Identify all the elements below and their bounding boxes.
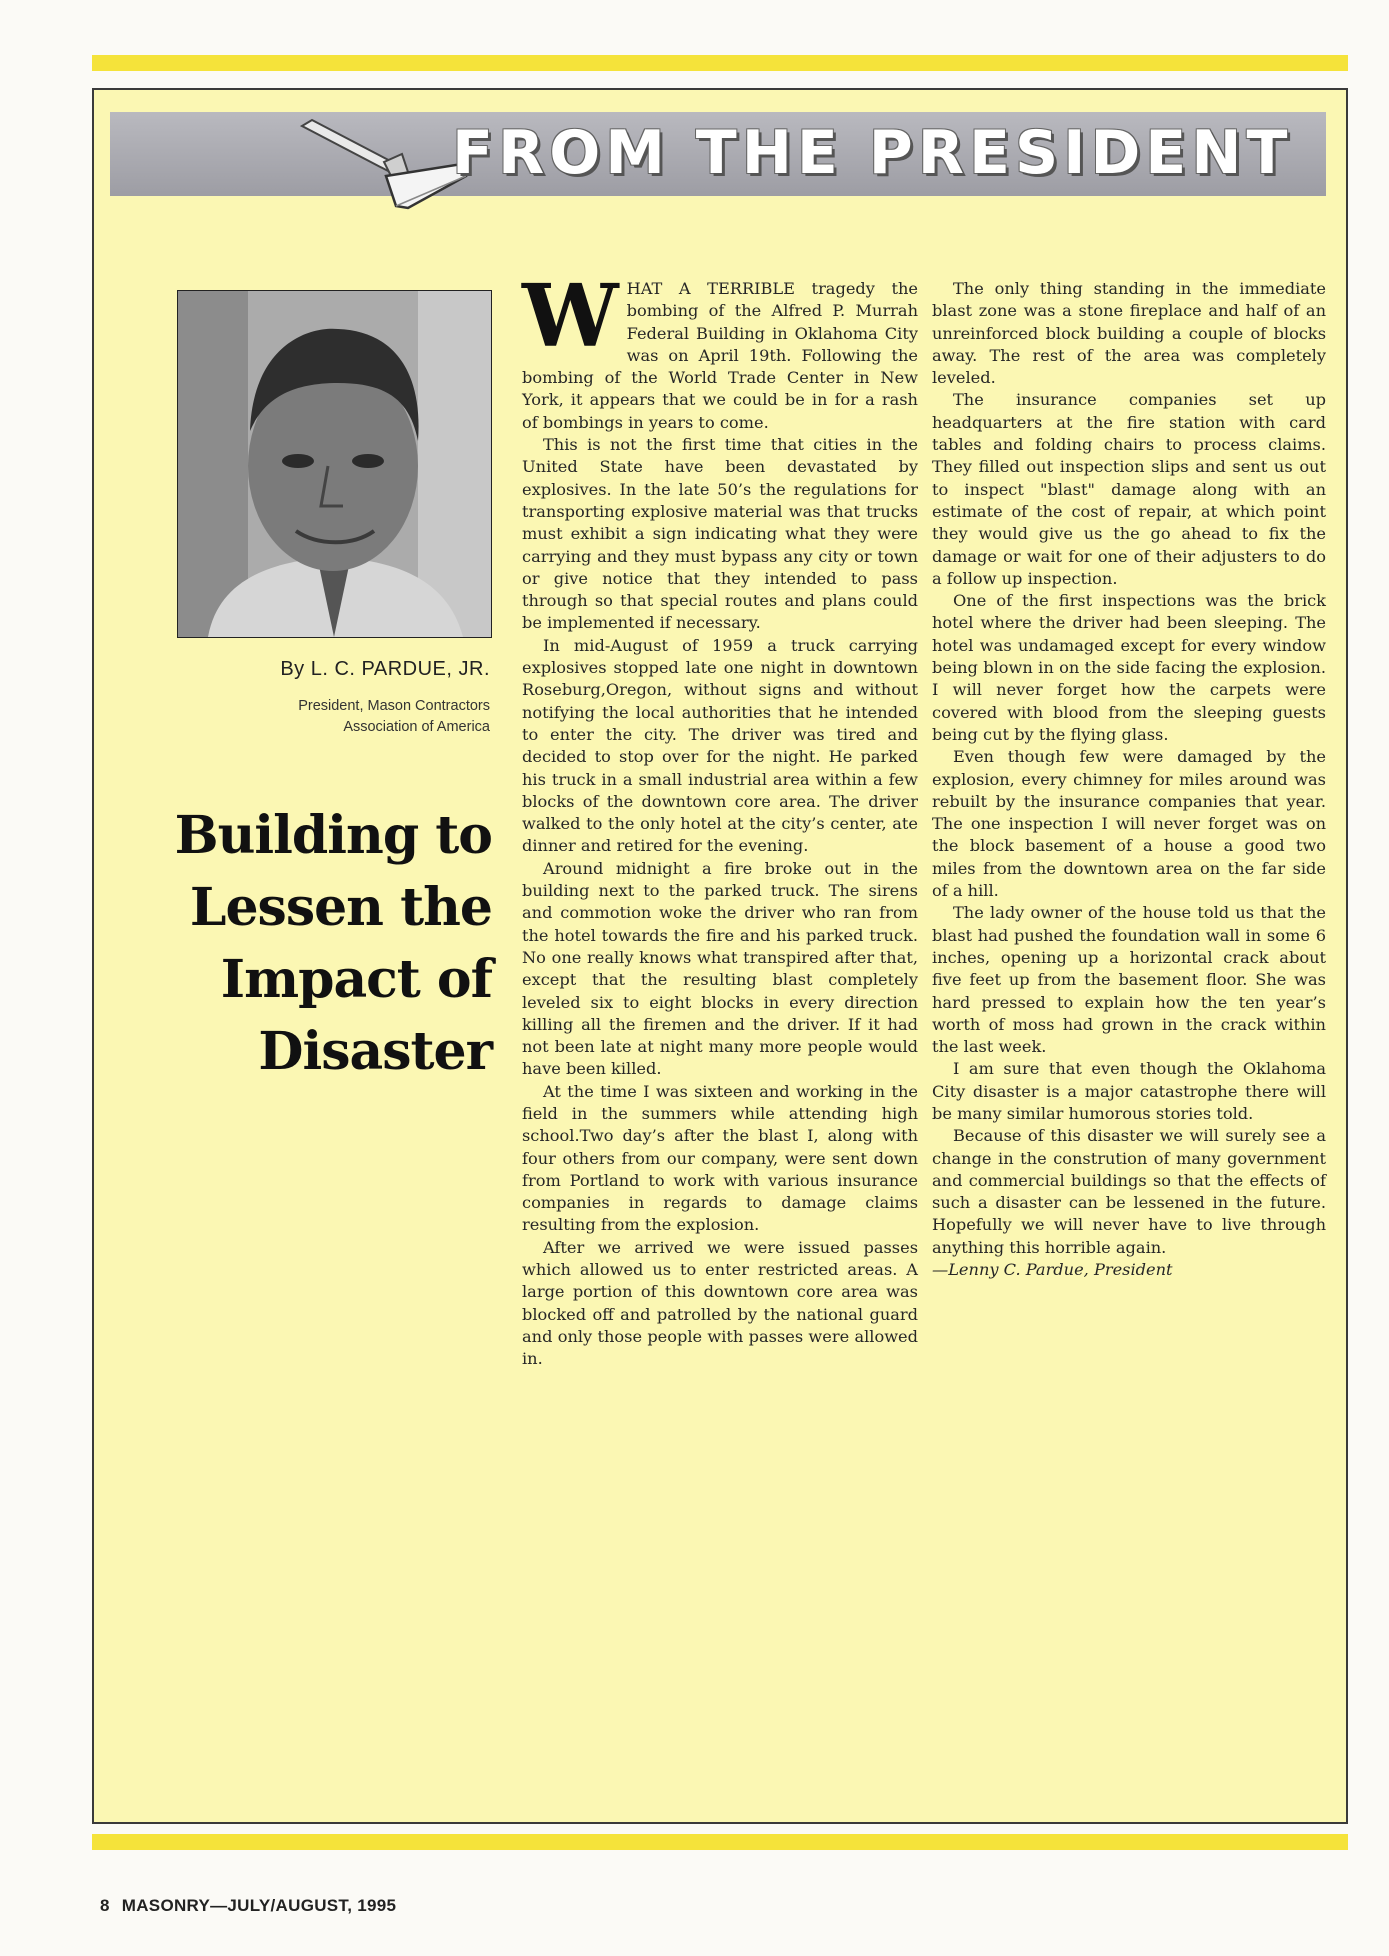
headline-line: Disaster	[258, 1021, 492, 1082]
headline-line: Lessen the	[189, 877, 492, 938]
headline-line: Building to	[174, 805, 492, 866]
author-affiliation	[120, 696, 490, 738]
section-title: FROM THE PRESIDENT	[452, 118, 1293, 188]
article-paragraph: This is not the first time that cities in the United State have been devastated by explosives. In the late 50’s the regulations for transporting explosive material was that trucks must exhibit a sign indicating what they were carrying and they must bypass any city or town or give notice that they intended to pass through so that special routes and plans could be implemented if necessary.	[522, 435, 918, 633]
article-paragraph: The lady owner of the house told us that the blast had pushed the foundation wall in some 6 inches, opening up a horizontal crack about five feet up from the basement floor. She was hard pressed to explain how the ten year’s worth of moss had grown in the crack within the last week.	[932, 903, 1326, 1057]
article-paragraph: One of the first inspections was the brick hotel where the driver had been sleeping. The hotel was undamaged except for every window being blown in on the side facing the explosion. I will never forget how the carpets were covered with blood from the sleeping guests being cut by the flying glass.	[932, 591, 1326, 744]
trowel-icon	[300, 118, 470, 213]
article-paragraph: At the time I was sixteen and working in the field in the summers while attending high school.Two day’s after the blast I, along with four others from our company, were sent down from Portland to work with various insurance companies in regards to damage claims resulting from the explosion.	[522, 1081, 918, 1235]
top-accent-bar	[92, 55, 1348, 71]
article-paragraph: Because of this disaster we will surely see a change in the constrution of many government and commercial buildings so that the effects of such a disaster can be lessened in the future. Hopefully we will never have to live through anything this horrible again.	[932, 1126, 1326, 1257]
headline-line: Impact of	[220, 949, 492, 1010]
issue-line: MASONRY—JULY/AUGUST, 1995	[121, 1896, 397, 1915]
article-paragraph: The only thing standing in the immediate blast zone was a stone fireplace and half of an unreinforced block building a couple of blocks away. The rest of the area was completely leveled.	[932, 279, 1326, 388]
article-paragraph: Around midnight a fire broke out in the building next to the parked truck. The sirens and commotion woke the driver who ran from the hotel towards the fire and his parked truck. No one really knows what transpired after that, except that the resulting blast completely leveled six to eight blocks in every direction killing all the firemen and the driver. If it had not been late at night many more people would have been killed.	[522, 858, 918, 1079]
article-column-2	[932, 278, 1326, 1281]
page-number: 8	[100, 1896, 110, 1915]
article-column-1	[522, 266, 918, 1371]
article-paragraph: I am sure that even though the Oklahoma City disaster is a major catastrophe there will be many similar humorous stories told.	[932, 1059, 1326, 1123]
author-photo	[177, 290, 492, 638]
article-paragraph: WHAT A TERRIBLE tragedy the bombing of the Alfred P. Murrah Federal Building in Oklahoma City was on April 19th. Following the bombing of the World Trade Center in New York, it appears that we could be in for a rash of bombings in years to come.	[522, 266, 918, 432]
affiliation-line: Association of America	[343, 719, 490, 735]
article-paragraph: The insurance companies set up headquarters at the fire station with card tables and folding chairs to process claims. They filled out inspection slips and sent us out to inspect "blast" damage along with an estimate of the cost of repair, at which point they would give us the go ahead to fix the damage or wait for one of their adjusters to do a follow up inspection.	[932, 390, 1326, 588]
article-headline	[120, 800, 492, 1088]
affiliation-line: President, Mason Contractors	[298, 698, 490, 714]
article-signature: —Lenny C. Pardue, President	[932, 1260, 1173, 1280]
page-footer	[100, 1896, 396, 1916]
author-byline: By L. C. PARDUE, JR.	[280, 658, 490, 680]
article-paragraph: In mid-August of 1959 a truck carrying explosives stopped late one night in downtown Roseburg,Oregon, without signs and without notifying the local authorities that he intended to enter the city. The driver was tired and decided to stop over for the night. He parked his truck in a small industrial area within a few blocks of the downtown core area. The driver walked to the only hotel at the city’s center, ate dinner and retired for the evening.	[522, 635, 918, 856]
article-paragraph: Even though few were damaged by the explosion, every chimney for miles around was rebuilt by the insurance companies that year. The one inspection I will never forget was on the block basement of a house a good two miles from the downtown area on the far side of a hill.	[932, 747, 1326, 901]
drop-cap: W	[522, 266, 619, 367]
article-paragraph: After we arrived we were issued passes which allowed us to enter restricted areas. A large portion of this downtown core area was blocked off and patrolled by the national guard and only those people with passes were allowed in.	[522, 1237, 918, 1369]
bottom-accent-bar	[92, 1834, 1348, 1850]
